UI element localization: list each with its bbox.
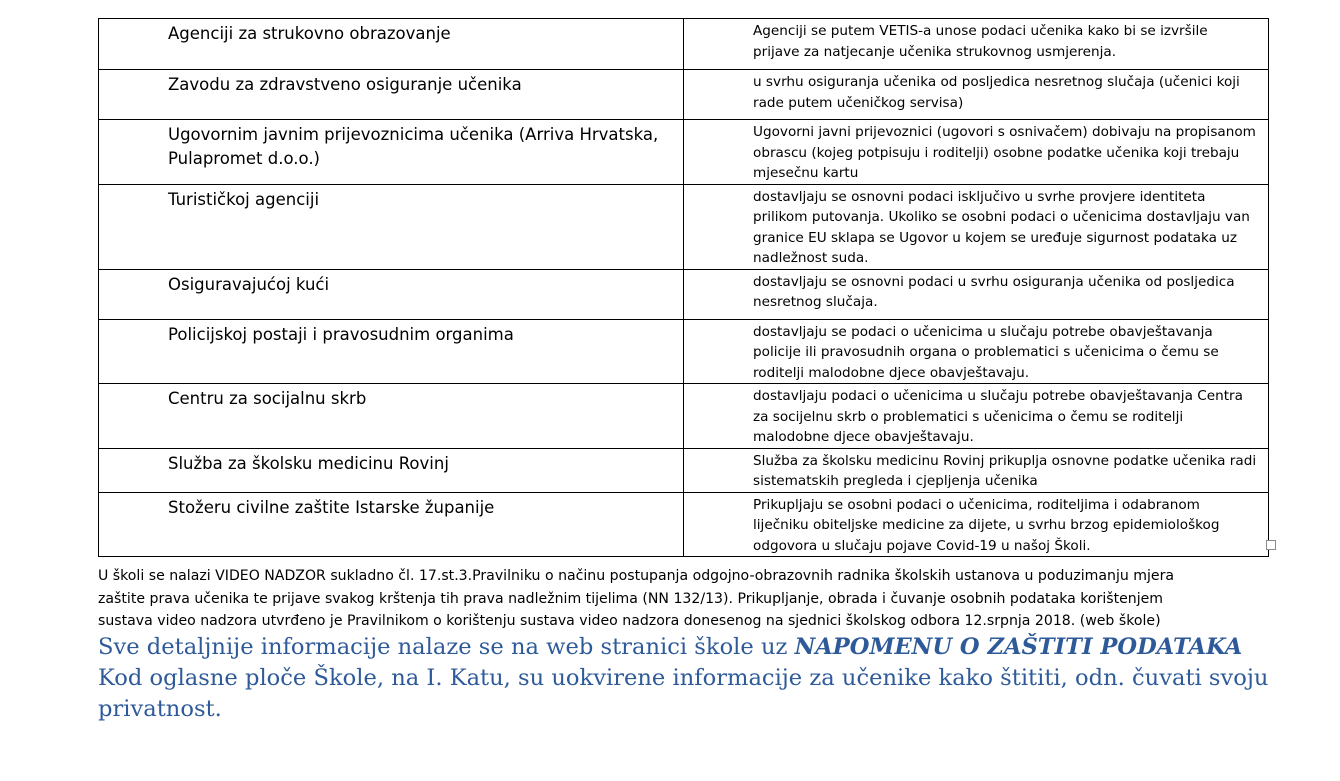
purpose-cell[interactable]: Prikupljaju se osobni podaci o učenicima, roditeljima i odabranom liječniku obiteljske medicine za dijete, u svrhu brzog epidemiološkog odgovora u slučaju pojave Covid-19 u našoj Školi. bbox=[684, 492, 1269, 557]
recipient-cell[interactable]: Osiguravajućoj kući bbox=[99, 269, 684, 319]
heading-line-2: Kod oglasne ploče Škole, na I. Katu, su uokvirene informacije za učenike kako štititi, odn. čuvati svoju bbox=[98, 665, 1269, 691]
heading-line-3: privatnost. bbox=[98, 696, 222, 722]
data-recipients-table bbox=[98, 18, 1269, 557]
purpose-cell[interactable]: Ugovorni javni prijevoznici (ugovori s osnivačem) dobivaju na propisanom obrascu (kojeg potpisuju i roditelji) osobne podatke učenika koji trebaju mjesečnu kartu bbox=[684, 120, 1269, 185]
table-row bbox=[99, 492, 1269, 557]
recipient-cell[interactable]: Stožeru civilne zaštite Istarske županije bbox=[99, 492, 684, 557]
purpose-cell[interactable]: Agenciji se putem VETIS-a unose podaci učenika kako bi se izvršile prijave za natjecanje učenika strukovnog usmjerenja. bbox=[684, 19, 1269, 70]
recipient-cell[interactable]: Zavodu za zdravstveno osiguranje učenika bbox=[99, 70, 684, 120]
privacy-info-heading bbox=[98, 632, 1298, 725]
purpose-cell[interactable]: u svrhu osiguranja učenika od posljedica nesretnog slučaja (učenici koji rade putem učeničkog servisa) bbox=[684, 70, 1269, 120]
recipient-cell[interactable]: Policijskoj postaji i pravosudnim organima bbox=[99, 319, 684, 384]
purpose-cell[interactable]: dostavljaju se podaci o učenicima u slučaju potrebe obavještavanja policije ili pravosudnih organa o problematici s učenicima o čemu se roditelji malodobne djece obavještavaju. bbox=[684, 319, 1269, 384]
purpose-cell[interactable]: Služba za školsku medicinu Rovinj prikuplja osnovne podatke učenika radi sistematskih pregleda i cjepljenja učenika bbox=[684, 448, 1269, 492]
notice-line: U školi se nalazi VIDEO NADZOR sukladno čl. 17.st.3.Pravilniku o načinu postupanja odgojno-obrazovnih radnika školskih ustanova u poduzimanju mjera bbox=[98, 568, 1175, 584]
heading-emphasis: NAPOMENU O ZAŠTITI PODATAKA bbox=[794, 634, 1243, 660]
recipient-cell[interactable]: Centru za socijalnu skrb bbox=[99, 384, 684, 449]
table-row bbox=[99, 184, 1269, 269]
table-row bbox=[99, 70, 1269, 120]
notice-line: zaštite prava učenika te prijave svakog krštenja tih prava nadležnim tijelima (NN 132/13). Prikupljanje, obrada i čuvanje osobnih podataka korištenjem bbox=[98, 590, 1164, 607]
purpose-cell[interactable]: dostavljaju se osnovni podaci isključivo u svrhe provjere identiteta prilikom putovanja. Ukoliko se osobni podaci o učenicima dostavljaju van granice EU sklapa se Ugovor u kojem se uređuje sigurnost podataka uz nadležnost suda. bbox=[684, 184, 1269, 269]
table-row bbox=[99, 448, 1269, 492]
recipient-cell[interactable]: Služba za školsku medicinu Rovinj bbox=[99, 448, 684, 492]
purpose-cell[interactable]: dostavljaju se osnovni podaci u svrhu osiguranja učenika od posljedica nesretnog slučaja. bbox=[684, 269, 1269, 319]
table-row bbox=[99, 120, 1269, 185]
video-surveillance-notice bbox=[98, 565, 1278, 633]
recipient-cell[interactable]: Ugovornim javnim prijevoznicima učenika (Arriva Hrvatska, Pulapromet d.o.o.) bbox=[99, 120, 684, 185]
purpose-cell[interactable]: dostavljaju podaci o učenicima u slučaju potrebe obavještavanja Centra za socijelnu skrb o problematici s učenicima o čemu se roditelji malodobne djece obavještavaju. bbox=[684, 384, 1269, 449]
recipient-cell[interactable]: Turističkoj agenciji bbox=[99, 184, 684, 269]
table-row bbox=[99, 319, 1269, 384]
heading-line-1 bbox=[98, 632, 1298, 663]
notice-line: sustava video nadzora utvrđeno je Pravilnikom o korištenju sustava video nadzora donesenog na sjednici školskog odbora 12.srpnja 2018. (web škole) bbox=[98, 613, 1161, 629]
table-row bbox=[99, 384, 1269, 449]
table-row bbox=[99, 19, 1269, 70]
table-resize-handle[interactable] bbox=[1266, 540, 1276, 550]
table-row bbox=[99, 269, 1269, 319]
recipient-cell[interactable]: Agenciji za strukovno obrazovanje bbox=[99, 19, 684, 70]
heading-text: Sve detaljnije informacije nalaze se na web stranici škole uz bbox=[98, 634, 795, 660]
